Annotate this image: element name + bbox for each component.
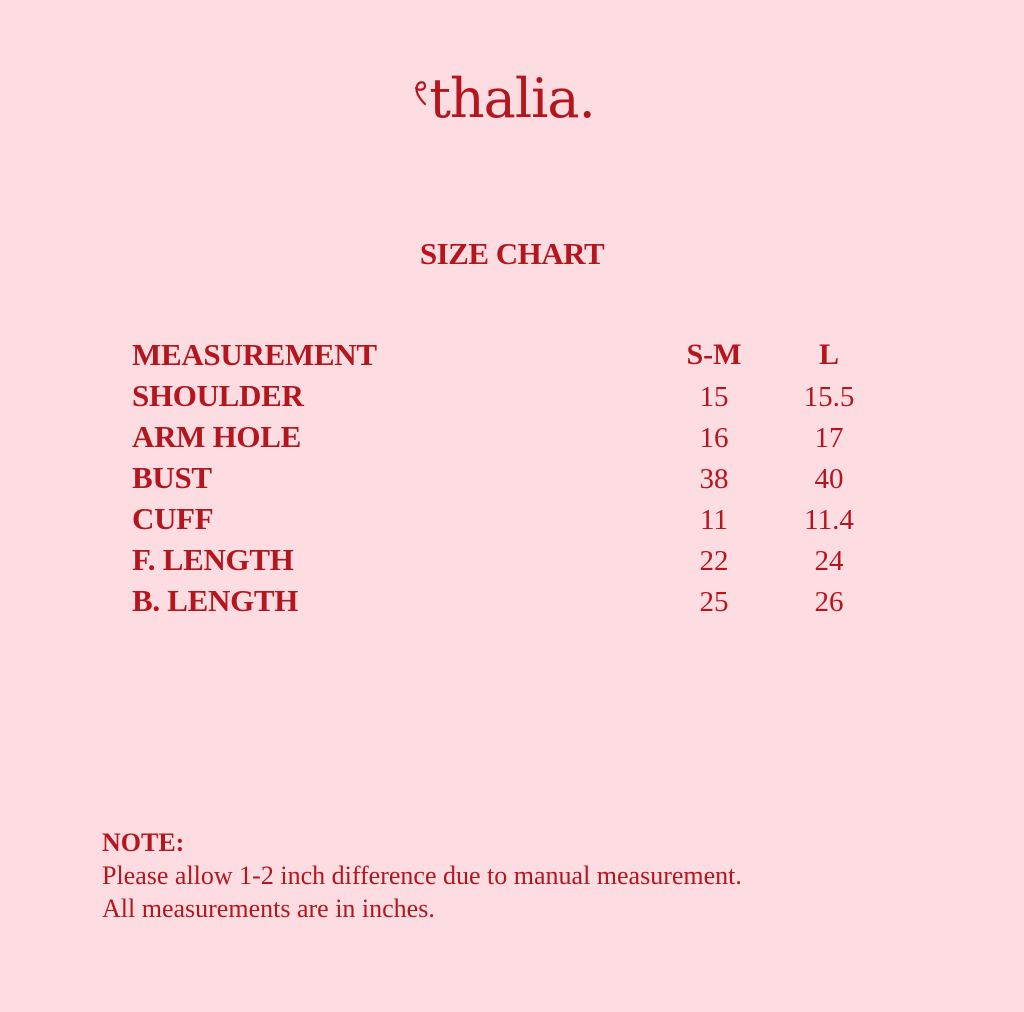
row-label: F. LENGTH: [132, 542, 294, 577]
table-row: [132, 582, 892, 623]
row-value-l: 24: [814, 545, 844, 577]
row-value-sm: 15: [699, 381, 729, 413]
row-label: CUFF: [132, 501, 214, 536]
brand-logo: [0, 67, 1024, 130]
table-row: [132, 500, 892, 541]
page-title: SIZE CHART: [419, 236, 605, 271]
logo-swirl-icon: [411, 80, 433, 106]
row-value-sm: 16: [699, 422, 729, 454]
header-size-sm: S-M: [686, 338, 742, 371]
row-label: BUST: [132, 460, 212, 495]
row-value-l: 40: [814, 463, 844, 495]
note-line: Please allow 1-2 inch difference due to manual measurement.: [102, 861, 742, 890]
table-row: [132, 541, 892, 582]
header-measurement: MEASUREMENT: [132, 337, 377, 372]
row-value-l: 26: [814, 586, 844, 618]
table-row: [132, 459, 892, 500]
size-table: [132, 336, 892, 623]
row-label: B. LENGTH: [132, 583, 299, 618]
note-section: [102, 826, 942, 925]
row-value-sm: 25: [699, 586, 729, 618]
row-value-sm: 22: [699, 545, 729, 577]
row-label: SHOULDER: [132, 378, 304, 413]
row-value-l: 15.5: [803, 381, 855, 413]
note-line: All measurements are in inches.: [102, 894, 435, 923]
table-row: [132, 377, 892, 418]
row-label: ARM HOLE: [132, 419, 301, 454]
table-row: [132, 418, 892, 459]
row-value-l: 11.4: [804, 504, 854, 536]
header-size-l: L: [818, 338, 839, 371]
logo-text: thalia.: [429, 67, 595, 130]
row-value-sm: 11: [700, 504, 728, 536]
row-value-sm: 38: [699, 463, 729, 495]
row-value-l: 17: [814, 422, 844, 454]
logo-wordmark: [429, 67, 595, 130]
table-header-row: [132, 336, 892, 377]
note-title: NOTE:: [102, 828, 185, 857]
